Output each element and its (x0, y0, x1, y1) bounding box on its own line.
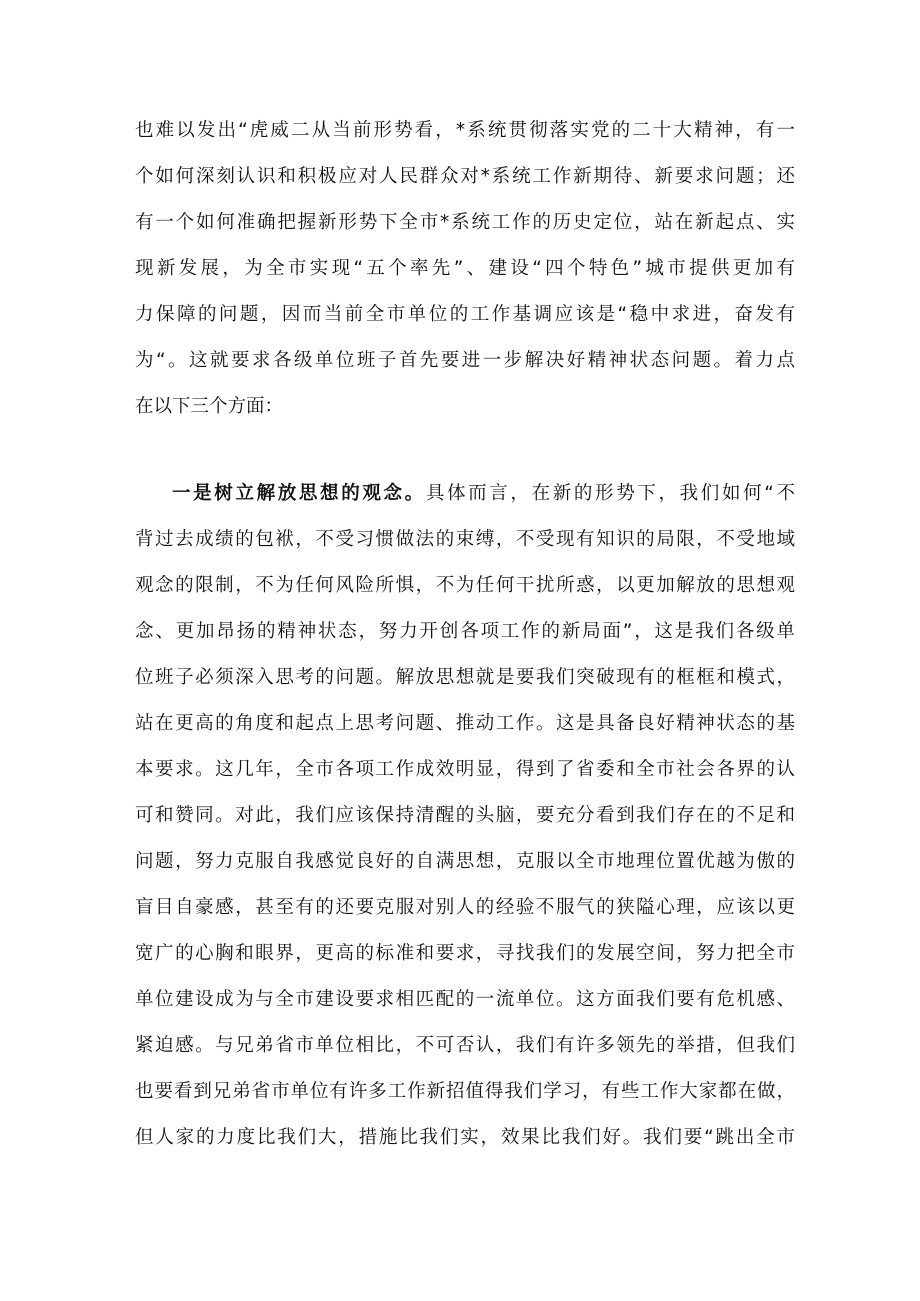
text-line: 力保障的问题，因而当前全市单位的工作基调应该是“稳中求进，奋发有 (135, 304, 795, 325)
text-line: 但人家的力度比我们大，措施比我们实，效果比我们好。我们要“跳出全市 (135, 1127, 795, 1148)
text-line: 紧迫感。与兄弟省市单位相比，不可否认，我们有许多领先的举措，但我们 (135, 1035, 795, 1056)
text-line: 位班子必须深入思考的问题。解放思想就是要我们突破现有的框框和模式， (135, 667, 795, 688)
text-span: 具体而言，在新的形势下，我们如何“不 (425, 483, 795, 504)
text-line: 单位建设成为与全市建设要求相匹配的一流单位。这方面我们要有危机感、 (135, 989, 795, 1010)
text-line: 问题，努力克服自我感觉良好的自满思想，克服以全市地理位置优越为傲的 (135, 851, 795, 872)
text-line: 念、更加昂扬的精神状态，努力开创各项工作的新局面”，这是我们各级单 (135, 621, 795, 642)
paragraph-lead-heading: 一是树立解放思想的观念。 (172, 483, 426, 504)
text-line: 也难以发出“虎威二从当前形势看，*系统贯彻落实党的二十大精神，有一 (135, 120, 795, 141)
text-line: 在以下三个方面： (135, 396, 284, 417)
text-line: 观念的限制，不为任何风险所惧，不为任何干扰所惑，以更加解放的思想观 (135, 575, 795, 596)
text-line: 本要求。这几年，全市各项工作成效明显，得到了省委和全市社会各界的认 (135, 759, 795, 780)
text-line: 也要看到兄弟省市单位有许多工作新招值得我们学习，有些工作大家都在做， (135, 1081, 795, 1102)
text-line: 为“。这就要求各级单位班子首先要进一步解决好精神状态问题。着力点 (135, 350, 795, 371)
text-line: 可和赞同。对此，我们应该保持清醒的头脑，要充分看到我们存在的不足和 (135, 805, 795, 826)
text-line: 现新发展，为全市实现“五个率先”、建设“四个特色”城市提供更加有 (135, 258, 795, 279)
text-line: 宽广的心胸和眼界，更高的标准和要求，寻找我们的发展空间，努力把全市 (135, 943, 795, 964)
text-line: 个如何深刻认识和积极应对人民群众对*系统工作新期待、新要求问题；还 (135, 166, 795, 187)
text-line-first (172, 480, 795, 508)
text-line: 站在更高的角度和起点上思考问题、推动工作。这是具备良好精神状态的基 (135, 713, 795, 734)
text-line: 有一个如何准确把握新形势下全市*系统工作的历史定位，站在新起点、实 (135, 212, 795, 233)
text-line: 盲目自豪感，甚至有的还要克服对别人的经验不服气的狭隘心理，应该以更 (135, 897, 795, 918)
text-line: 背过去成绩的包袱，不受习惯做法的束缚，不受现有知识的局限，不受地域 (135, 529, 795, 550)
